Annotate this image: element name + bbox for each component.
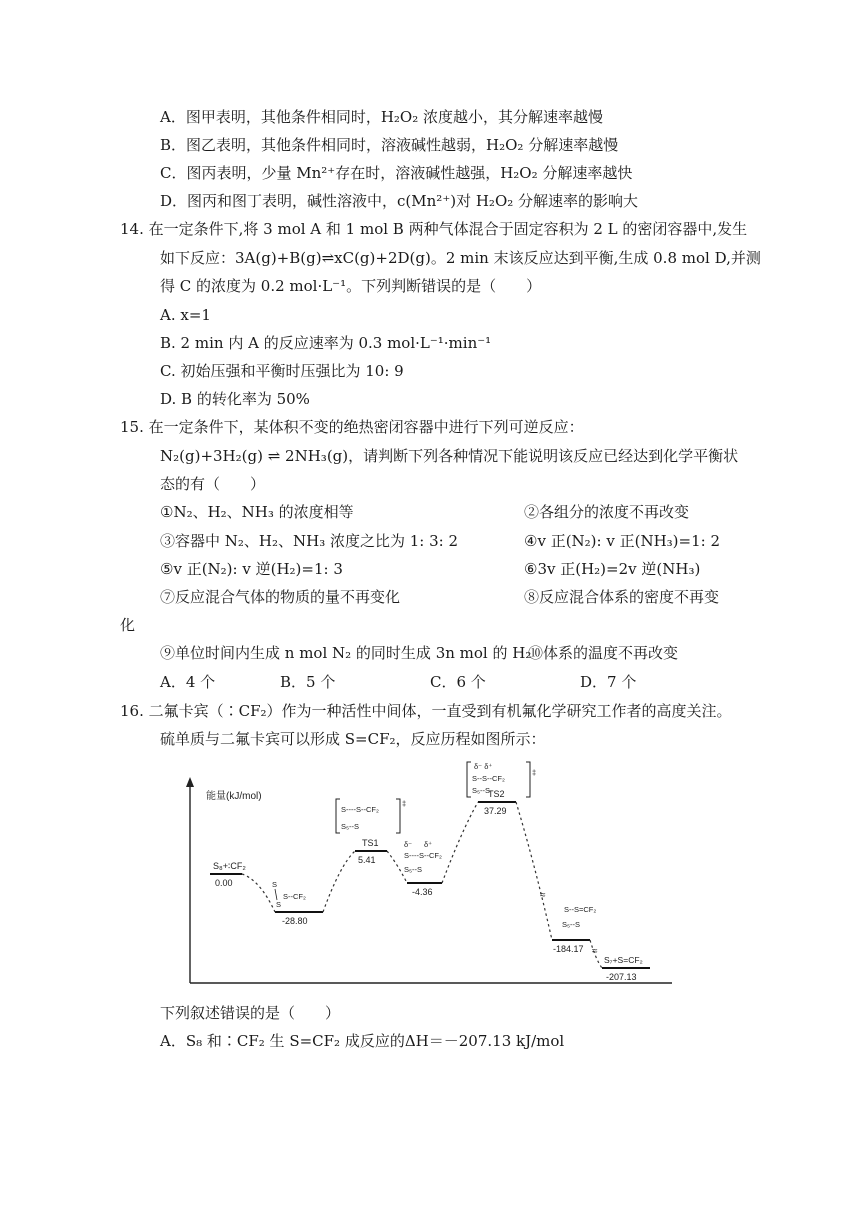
connector-4 xyxy=(442,802,478,883)
svg-text:S----S--CF₂: S----S--CF₂ xyxy=(341,805,379,814)
q14-stem-line1: 14. 在一定条件下,将 3 mol A 和 1 mol B 两种气体混合于固定容积为 2 L 的密闭容器中,发生 xyxy=(120,220,748,238)
q15-item-6: ⑥3v 正(H₂)=2v 逆(NH₃) xyxy=(524,560,701,578)
q15-item-2: ②各组分的浓度不再改变 xyxy=(524,503,690,521)
q15-choice-c: C．6 个 xyxy=(430,673,486,691)
q15-item-5: ⑤v 正(N₂): v 逆(H₂)=1: 3 xyxy=(160,560,343,578)
q13-option-c: C．图丙表明，少量 Mn²⁺存在时，溶液碱性越强，H₂O₂ 分解速率越快 xyxy=(160,164,633,182)
svg-text:S: S xyxy=(276,900,282,909)
connector-5 xyxy=(516,802,552,940)
q13-option-d: D．图丙和图丁表明，碱性溶液中，c(Mn²⁺)对 H₂O₂ 分解速率的影响大 xyxy=(160,192,639,210)
q15-stem-line3: 态的有（ ） xyxy=(160,475,266,493)
svg-text:S₅--S: S₅--S xyxy=(562,920,581,929)
products-value: -207.13 xyxy=(606,972,637,982)
svg-text:S₅--S: S₅--S xyxy=(404,865,423,874)
svg-text:S--S=CF₂: S--S=CF₂ xyxy=(564,905,597,914)
reactants-value: 0.00 xyxy=(215,878,233,888)
q14-option-c: C. 初始压强和平衡时压强比为 10: 9 xyxy=(160,362,404,380)
ts2-label: TS2 xyxy=(488,789,505,799)
int2-value: -4.36 xyxy=(412,887,433,897)
q14-option-b: B. 2 min 内 A 的反应速率为 0.3 mol·L⁻¹·min⁻¹ xyxy=(160,334,492,352)
q14-stem-line2: 如下反应：3A(g)+B(g)⇌xC(g)+2D(g)。2 min 末该反应达到平衡,生成 0.8 mol D,并测 xyxy=(160,249,761,267)
y-axis-arrow xyxy=(186,777,194,787)
connector-1 xyxy=(242,874,278,912)
reactants-label: S₈+∶CF₂ xyxy=(213,861,246,871)
q15-item-9: ⑨单位时间内生成 n mol N₂ 的同时生成 3n mol 的 H₂ xyxy=(160,644,532,662)
q15-item-8-wrap: 化 xyxy=(120,616,136,634)
q15-item-8: ⑧反应混合体系的密度不再变 xyxy=(524,588,720,606)
svg-text:‡: ‡ xyxy=(532,768,537,777)
svg-text:S₅--S: S₅--S xyxy=(341,822,360,831)
svg-text:S--S--CF₂: S--S--CF₂ xyxy=(472,774,505,783)
ts2-value: 37.29 xyxy=(484,806,507,816)
ts1-label: TS1 xyxy=(362,838,379,848)
reaction-energy-diagram xyxy=(180,755,680,990)
q15-item-3: ③容器中 N₂、H₂、NH₃ 浓度之比为 1: 3: 2 xyxy=(160,532,459,550)
int1-structure xyxy=(272,880,306,909)
ts1-structure xyxy=(336,799,406,833)
q16-question: 下列叙述错误的是（ ） xyxy=(160,1004,341,1022)
int2-structure xyxy=(404,840,442,874)
svg-text:‡: ‡ xyxy=(402,799,407,808)
svg-text:S----S--CF₂: S----S--CF₂ xyxy=(404,851,442,860)
svg-text:S: S xyxy=(272,880,278,889)
q16-option-a: A．S₈ 和∶CF₂ 生 S=CF₂ 成反应的ΔH＝－207.13 kJ/mol xyxy=(160,1032,565,1050)
q15-item-4: ④v 正(N₂): v 正(NH₃)=1: 2 xyxy=(524,532,720,550)
svg-text:δ⁻: δ⁻ xyxy=(404,840,413,849)
q15-item-7: ⑦反应混合气体的物质的量不再变化 xyxy=(160,588,401,606)
axis-break-mark: ≈ xyxy=(592,946,598,957)
int3-value: -184.17 xyxy=(553,944,584,954)
q16-stem-line2: 硫单质与二氟卡宾可以形成 S=CF₂，反应历程如图所示： xyxy=(160,730,546,748)
q15-stem-line1: 15. 在一定条件下，某体积不变的绝热密闭容器中进行下列可逆反应： xyxy=(120,418,584,436)
ts1-value: 5.41 xyxy=(358,855,376,865)
q14-stem-line3: 得 C 的浓度为 0.2 mol·L⁻¹。下列判断错误的是（ ） xyxy=(160,277,542,295)
q15-choice-d: D．7 个 xyxy=(580,673,637,691)
svg-text:S--CF₂: S--CF₂ xyxy=(283,892,306,901)
q15-item-1: ①N₂、H₂、NH₃ 的浓度相等 xyxy=(160,503,354,521)
products-label: S₇+S=CF₂ xyxy=(604,955,643,965)
q15-choice-a: A．4 个 xyxy=(160,673,216,691)
q14-option-d: D. B 的转化率为 50% xyxy=(160,390,310,408)
q15-stem-line2: N₂(g)+3H₂(g) ⇌ 2NH₃(g)，请判断下列各种情况下能说明该反应已经达到化学平衡状 xyxy=(160,447,739,465)
svg-text:S₅--S: S₅--S xyxy=(472,786,491,795)
svg-text:δ⁺: δ⁺ xyxy=(424,840,433,849)
q14-option-a: A. x=1 xyxy=(160,306,211,324)
q15-item-10: ⑩体系的温度不再改变 xyxy=(528,644,679,662)
q16-stem-line1: 16. 二氟卡宾（∶CF₂）作为一种活性中间体，一直受到有机氟化学研究工作者的高度关注。 xyxy=(120,702,732,720)
axis-break-mark: ≈ xyxy=(540,890,546,901)
q13-option-b: B．图乙表明，其他条件相同时，溶液碱性越弱，H₂O₂ 分解速率越慢 xyxy=(160,136,619,154)
y-axis-label: 能量(kJ/mol) xyxy=(206,791,262,802)
connector-2 xyxy=(323,851,355,912)
q13-option-a: A．图甲表明，其他条件相同时，H₂O₂ 浓度越小，其分解速率越慢 xyxy=(160,108,604,126)
svg-text:δ⁻ δ⁺: δ⁻ δ⁺ xyxy=(474,762,493,771)
int3-structure xyxy=(562,905,596,929)
q15-choice-b: B．5 个 xyxy=(280,673,336,691)
int1-value: -28.80 xyxy=(282,916,308,926)
